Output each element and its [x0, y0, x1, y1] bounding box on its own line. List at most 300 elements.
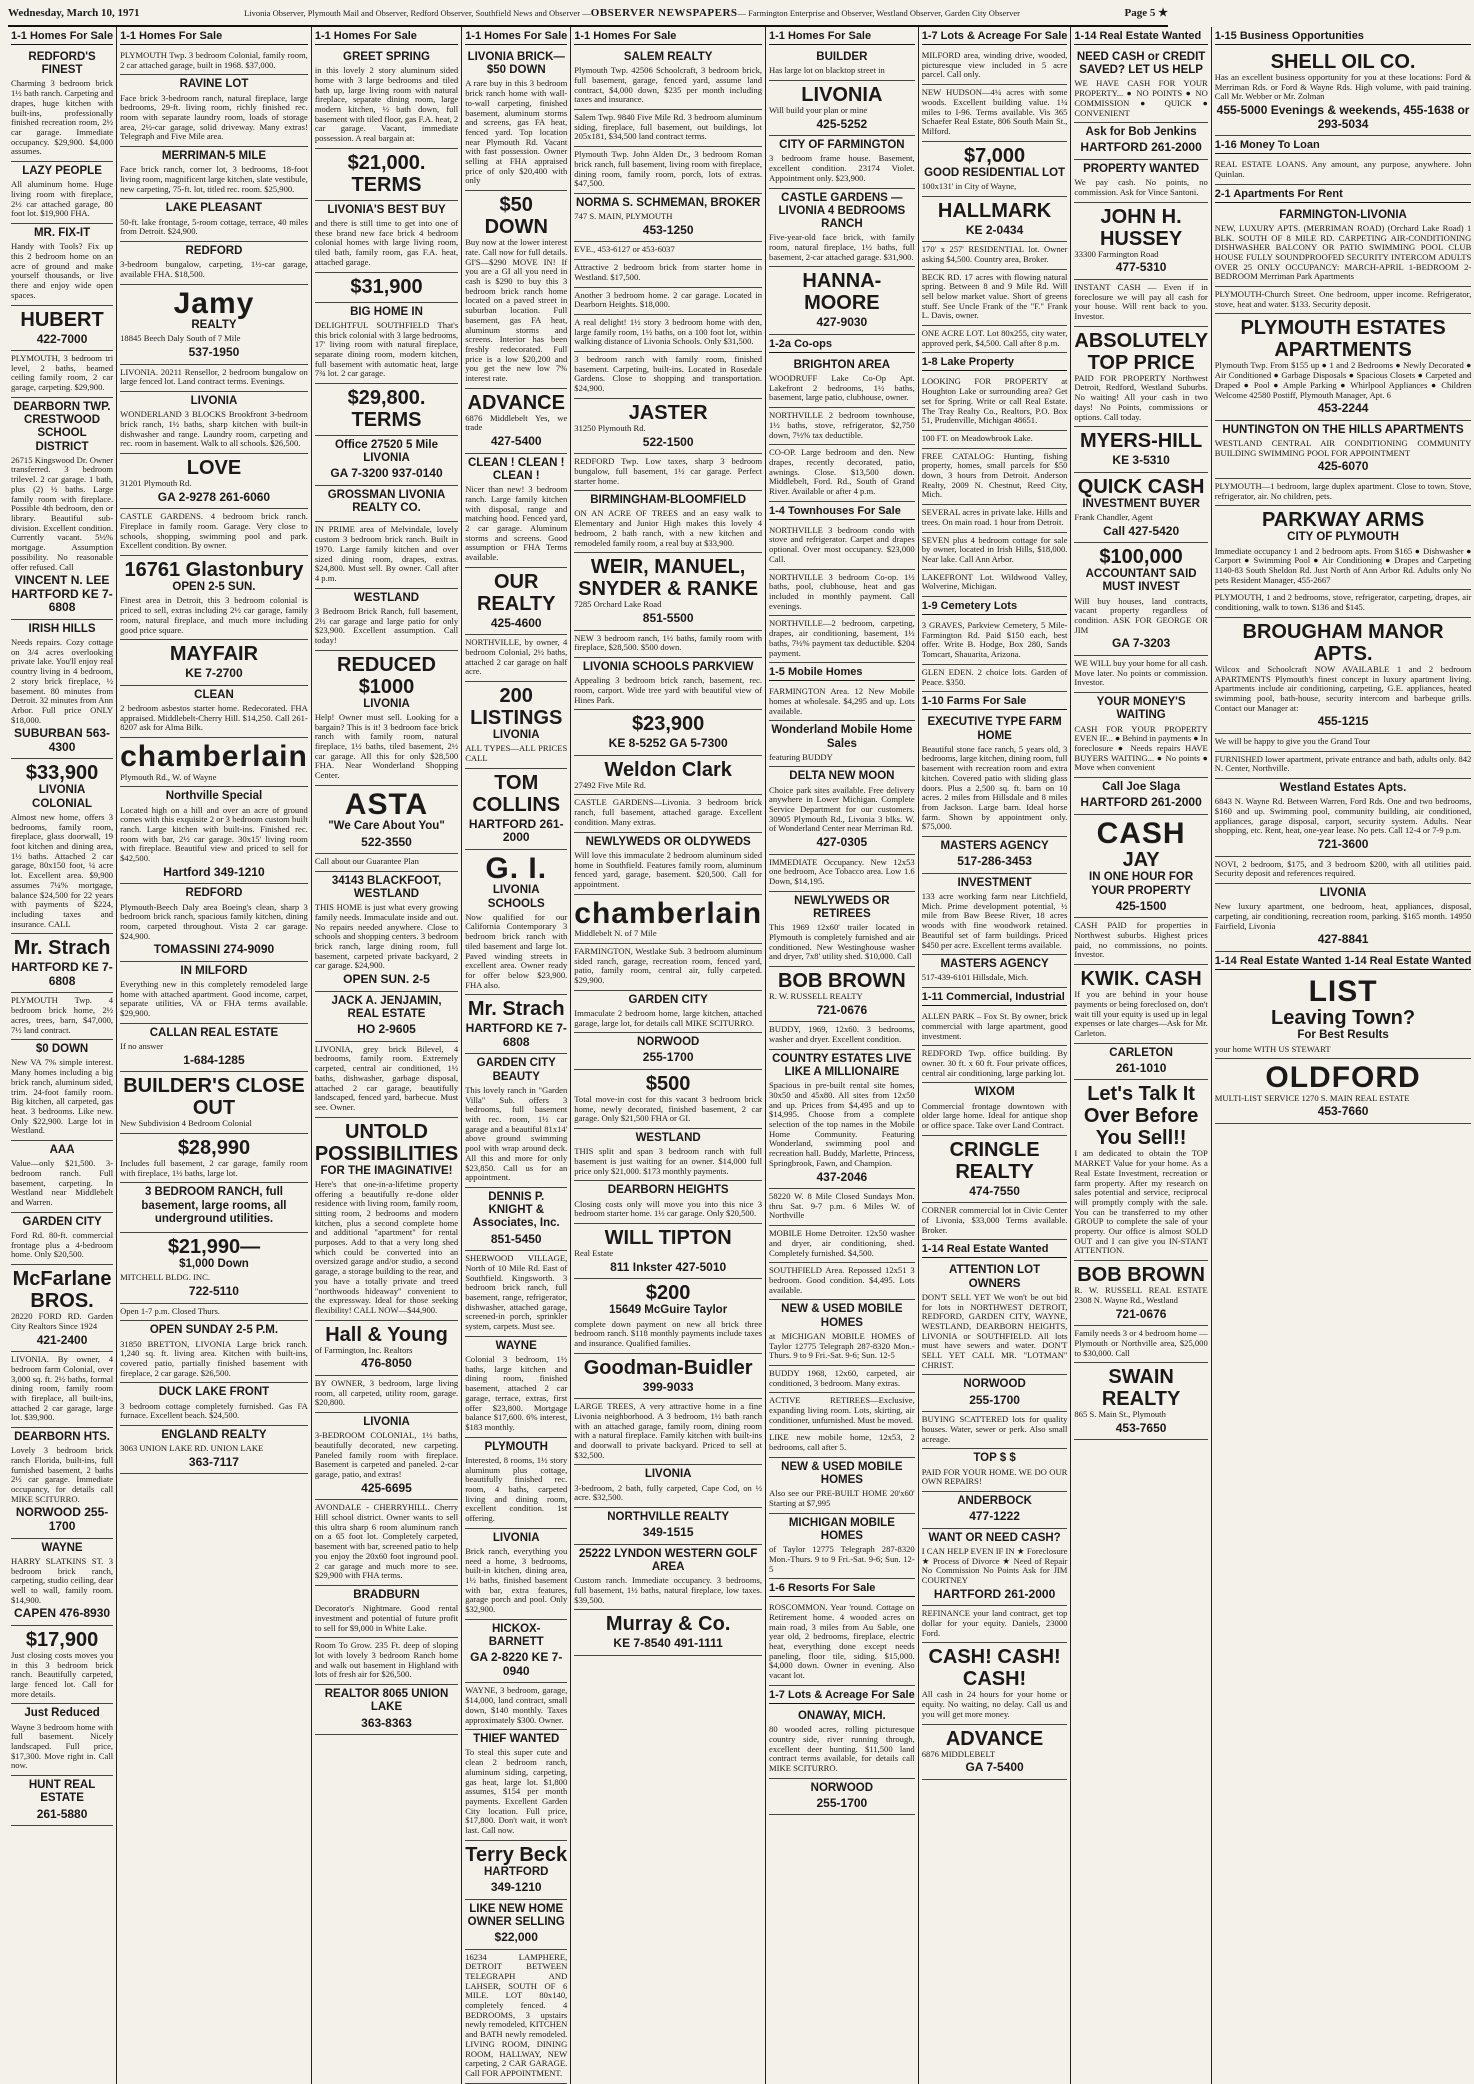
ad-big: MAYFAIR	[169, 643, 259, 666]
column-8	[1071, 27, 1211, 2084]
ad-body: 31201 Plymouth Rd.	[120, 478, 192, 489]
classified-ad	[922, 142, 1068, 197]
ad-body: FARMINGTON Area. 12 New Mobile homes at wholesale. $4,295 and up. Lots available.	[769, 686, 915, 716]
classified-ad	[315, 1586, 458, 1638]
ad-body: Value—only $21,500. 3-bedroom ranch. Full basement, carpeting. In Westland near Middlebelt and Warren.	[11, 1158, 114, 1208]
ad-head: DELTA NEW MOON	[789, 770, 895, 783]
classified-ad	[1215, 48, 1472, 136]
classified-ad	[120, 454, 308, 509]
classified-ad	[465, 769, 567, 850]
ad-body: Also see our PRE-BUILT HOME 20'x60' Starting at $7,995	[769, 1488, 915, 1508]
classified-ad	[11, 1213, 113, 1265]
ad-head: FARMINGTON-LIVONIA	[1279, 208, 1407, 221]
classified-ad	[315, 201, 458, 273]
category-heading: 1-7 Lots & Acreage For Sale	[769, 1686, 915, 1704]
ad-body: CASTLE GARDENS. 4 bedroom brick ranch. Fireplace in family room. Garage. Very close to schools, shopping, swimming pool and park. Excellent condition. By owner.	[120, 511, 308, 551]
ad-head: CITY OF FARMINGTON	[779, 139, 905, 152]
ad-body: A rare buy in this 3 bedroom brick ranch home with wall-to-wall carpeting, finished basement, aluminum storms and screens, gas FA heat, fenced yard. Top location near Plymouth Rd. Vacant with fast possession. Owner selling at FHA appraised price of only $20,400 with only	[465, 78, 568, 186]
ad-head: EXECUTIVE TYPE FARM HOME	[927, 716, 1062, 742]
ad-head: DUCK LAKE FRONT	[158, 1386, 270, 1399]
classified-ad	[1074, 1261, 1207, 1326]
ad-body: LOOKING FOR PROPERTY at Houghton Lake or surrounding area? Get set for Spring. Write or call Real Estate. The Tray Realty Co., Realtors, P.O. Box 51, Prudenville, Michigan 48651.	[921, 376, 1068, 426]
ad-big: $200	[645, 1282, 691, 1305]
ad-body: New VA 7% simple interest. Many homes including a big brick ranch, aluminum sided, trim. 24-foot family room. Big kitchen, all carpeted, gas heat. 3 bedrooms. Like new. Only $22,900. Large lot in Westland.	[11, 1057, 114, 1136]
ad-body: LIVONIA. 20211 Rensellor, 2 bedroom bungalow on large fenced lot. Land contract terms. Evenings.	[120, 366, 308, 387]
classified-ad	[120, 738, 308, 787]
classified-ad	[574, 1279, 762, 1353]
classified-ad	[1074, 48, 1207, 123]
ad-body: Everything new in this completely remodeled large home with attached apartment. Good income, carpet, separate utilities, VA or FHA terms available. $29,900.	[120, 979, 308, 1019]
ad-body: All cash in 24 hours for your home or equity. No waiting, no delay. Call us and you will get more money.	[921, 1689, 1068, 1719]
classified-ad	[315, 384, 458, 436]
ad-body: WE WILL buy your home for all cash. Move later. No points or commission. Investor.	[1074, 658, 1208, 688]
ad-body: New Subdivision 4 Bedroom Colonial	[120, 1118, 252, 1129]
classified-ad	[769, 356, 915, 408]
ad-big: JOHN H. HUSSEY	[1099, 205, 1183, 250]
ad-body: Has large lot on blacktop street in	[769, 65, 885, 76]
classified-ad	[120, 1426, 308, 1474]
ad-phone: TOMASSINI 274-9090	[153, 942, 275, 957]
ad-phone: GA 2-8220 KE 7-0940	[470, 1650, 563, 1678]
classified-ad	[922, 1083, 1068, 1135]
ad-head: REDFORD	[185, 887, 243, 900]
ad-big: HUBERT	[20, 308, 104, 331]
classified-ad	[120, 556, 308, 640]
classified-ad	[11, 1141, 113, 1213]
ad-body: Face brick 3-bedroom ranch, natural fireplace, large bedrooms, 29-ft. living room, richly finished rec. room with separate laundry room, loads of storage area, 2½-car garage, solid driveway. Many extras! Telegraph and Five Mile area.	[120, 92, 308, 142]
classified-ad	[769, 1263, 915, 1300]
classified-ad	[465, 1188, 567, 1251]
ad-big: Leaving Town?	[1271, 1007, 1416, 1030]
ad-body: PLYMOUTH Twp. 3 bedroom Colonial, family room, 2 car attached garage, built in 1968. $37,000.	[120, 50, 308, 70]
ad-head: WANT OR NEED CASH?	[928, 1531, 1061, 1544]
ad-head: LIVONIA BRICK— $50 DOWN	[467, 51, 565, 77]
category-heading: 1-8 Lake Property	[922, 353, 1068, 371]
ad-body: Custom ranch. Immediate occupancy. 3 bedrooms, full basement, 1½ baths, natural fireplace, low taxes. $39,500.	[574, 1575, 763, 1605]
ad-head: REDFORD'S FINEST	[28, 51, 96, 77]
ad-body: Buy now at the lower interest rate. Call now for full details. GI'S—$290 MOVE IN! If you are a GI all you need in cash is $290 to buy this 3 bedroom brick ranch home located on a paved street in suburban location. Full basement, gas FA heat, aluminum storms and screens. Interior has been freshly redecorated. Full price is a low $20,200 and you get the new low 7% interest rate.	[465, 237, 568, 384]
ad-body: Just closing costs moves you in this 3 bedroom brick ranch. Beautifully carpeted, large fenced lot. Call for more details.	[11, 1649, 114, 1699]
ad-head: WAYNE	[41, 1541, 83, 1554]
classified-ad	[315, 1685, 458, 1735]
classified-ad	[315, 48, 458, 149]
ad-head: NEW & USED MOBILE HOMES	[781, 1460, 903, 1487]
ad-body: 31250 Plymouth Rd.	[574, 422, 646, 433]
ad-body: ACTIVE RETIREES—Exclusive, expanding living room. Lots, skirting, air conditioner, unfurnished. Must be moved.	[769, 1395, 915, 1425]
ad-big: PLYMOUTH ESTATES APARTMENTS	[1240, 317, 1446, 362]
ad-body: HARRY SLATKINS ST. 3 bedroom brick ranch, carpeting, studio ceiling, dear well to wall, family room. $14,900.	[11, 1555, 114, 1605]
ad-body: PLYMOUTH—1 bedroom, large duplex apartment. Close to town. Stove, refrigerator, air. No children, pets.	[1214, 480, 1472, 501]
classified-ad	[922, 505, 1068, 532]
ad-body: FREE CATALOG: Hunting, fishing property, homes, small parcels for $50 down, 3 hours from Detroit. Anderson Realty, 2009 N. Chestnut, Reed City, Mich.	[921, 450, 1068, 500]
ad-big: CASH! CASH! CASH!	[928, 1646, 1061, 1691]
ad-head: GARDEN CITY BEAUTY	[476, 1057, 556, 1083]
ad-big: QUICK CASH	[1077, 475, 1205, 498]
ad-body: NEW 3 bedroom ranch, 1½ baths, family room with fireplace, $28,500. $500 down.	[574, 632, 763, 653]
classified-ad	[769, 1226, 915, 1263]
ad-head: FOR THE IMAGINATIVE!	[320, 1164, 453, 1177]
ad-phone: HARTFORD KE 7-6808	[11, 960, 113, 988]
ad-head: NORWOOD	[636, 1036, 700, 1049]
classified-ad	[769, 1366, 915, 1393]
ad-body: Closing costs only will move you into this nice 3 bedroom starter home. 1½ car garage. Only $20,500.	[574, 1198, 763, 1219]
classified-ad	[769, 616, 915, 663]
classified-ad	[465, 1251, 567, 1337]
classified-ad	[574, 1399, 762, 1465]
classified-ad	[769, 48, 915, 81]
ad-body: NEW HUDSON—4¼ acres with some woods. Excellent building value. 1¼ miles to I-96. Terms available. Vis 365 Schaefer Real Estate, 806 South Main St., Milford.	[921, 87, 1068, 136]
classified-ad	[120, 1183, 308, 1233]
ad-head: 3 BEDROOM RANCH, full basement, large rooms, all underground utilities.	[141, 1186, 287, 1225]
classified-ad	[120, 242, 308, 285]
classified-ad	[315, 1042, 458, 1118]
classified-ad	[120, 392, 308, 454]
classified-ad	[769, 1458, 915, 1514]
ad-head: GARDEN CITY	[628, 993, 708, 1006]
classified-ad	[1074, 427, 1207, 473]
ad-phone: 255-1700	[642, 1050, 694, 1065]
ad-body: 3-bedroom bungalow, carpeting, 1½-car garage, available FHA. $18,500.	[120, 259, 308, 280]
ad-head: THIEF WANTED	[473, 1733, 560, 1746]
classified-ad	[315, 522, 458, 588]
ad-phone: HARTFORD 261-2000	[933, 1586, 1056, 1601]
ad-head: ATTENTION LOT OWNERS	[949, 1264, 1041, 1290]
ad-head: LAZY PEOPLE	[22, 165, 102, 178]
classified-ad	[11, 1265, 113, 1352]
classified-ad	[922, 955, 1068, 988]
ad-body: Brick ranch, everything you need a home, 3 bedrooms, built-in kitchen, dining area, 1½ baths, finished basement with bar, extra features, garage porch and pool. Only $32,900.	[465, 1545, 568, 1615]
ad-big: Mr. Strach	[467, 998, 565, 1021]
ad-head: ANDERBOCK	[957, 1494, 1032, 1507]
ad-head: WAYNE	[495, 1339, 537, 1352]
ad-body: We pay cash. No points, no commission. Ask for Vince Santoni.	[1074, 177, 1208, 197]
classified-ad	[574, 658, 762, 710]
ad-big: LOVE	[186, 457, 242, 480]
ad-head: BIG HOME IN	[350, 305, 423, 318]
classified-ad	[11, 759, 113, 934]
ad-phone: 349-1210	[490, 1880, 542, 1894]
classified-ad	[1074, 160, 1207, 203]
classified-ad	[315, 303, 458, 384]
ad-huge: CASH	[1096, 816, 1186, 850]
classified-ad	[769, 267, 915, 335]
ad-body: NORTHVILLE—2 bedroom, carpeting, drapes, air conditioning, basement, 1½ baths, 7½% payment tax deductible. $204 payment.	[769, 618, 915, 658]
ad-big: $28,990	[177, 1137, 251, 1160]
ad-body: 6876 MIDDLEBELT	[921, 1748, 996, 1759]
classified-ad	[1215, 590, 1472, 617]
ad-phone: Call 427-5420	[1103, 523, 1180, 538]
classified-ad	[315, 1413, 458, 1500]
classified-ad	[120, 285, 308, 365]
ad-phone: 425-5252	[816, 116, 868, 131]
classified-ad	[315, 436, 458, 486]
ad-body: Commercial frontage downtown with older large home. Ideal for antique shop or office space. Take over Land Contract.	[921, 1100, 1068, 1131]
ad-body: ON AN ACRE OF TREES and an easy walk to Elementary and Junior High makes this lovely 4 bedroom, 2 bath ranch, with a new kitchen and remodeled family room, a real buy at $33,900.	[574, 508, 763, 548]
ad-body: All aluminum home. Huge living room with fireplace, 2½ car attached garage, 80 foot lot. $19,900 FHA.	[11, 179, 114, 219]
ad-big: SHELL OIL CO.	[1270, 51, 1416, 73]
ad-big: $50 DOWN	[484, 194, 548, 239]
ad-big: WEIR, MANUEL, SNYDER & RANKE	[578, 556, 759, 601]
ad-body: FARMINGTON, Westlake Sub. 3 bedroom aluminum sided ranch, garage, recreation room, fenced yard, patio, family room, central air, fully carpeted. $29,900.	[574, 945, 763, 985]
ad-body: We will be happy to give you the Grand Tour	[1214, 735, 1371, 746]
classified-ad	[1074, 918, 1207, 965]
ad-big: WILL TIPTON	[604, 1227, 732, 1250]
classified-ad	[120, 1304, 308, 1322]
ad-phone: GA 7-3200 937-0140	[330, 466, 443, 481]
classified-ad	[922, 533, 1068, 570]
ad-phone: 721-3600	[1317, 837, 1369, 852]
classified-ad	[120, 1321, 308, 1383]
classified-ad	[1215, 734, 1472, 752]
category-heading: 1-1 Homes For Sale	[574, 27, 762, 45]
classified-ad	[922, 665, 1068, 692]
ad-phone: 421-2400	[36, 1332, 88, 1347]
ad-body: Wayne 3 bedroom home with full basement. Nicely landscaped. Full price, $17,300. Move right in. Call now.	[11, 1721, 114, 1771]
ad-body: 6843 N. Wayne Rd. Between Warren, Ford Rds. One and two bedrooms, $160 and up. Swimming pool, community building, air conditioned, appliances, garage disposal, carport, security system. Adults. Near shopping, etc. Rent, heat, one-year lease. No pets. Call 12-4 or 7-9 p.m.	[1214, 796, 1472, 836]
classified-ad	[769, 81, 915, 136]
ad-phone: 453-1250	[642, 222, 694, 237]
ad-body: 100x131' in City of Wayne,	[921, 180, 1017, 191]
ad-phone: 453-7660	[1317, 1104, 1369, 1119]
classified-ad	[922, 374, 1068, 431]
ad-body: R. W. RUSSELL REALTY	[769, 991, 863, 1002]
ad-phone: 722-5110	[188, 1284, 239, 1299]
ad-head: ACCOUNTANT SAID MUST INVEST	[1085, 568, 1197, 594]
ad-head: CARLETON	[1109, 1046, 1173, 1059]
ad-body: Salem Twp. 9840 Five Mile Rd. 3 bedroom aluminum siding, fireplace, full basement, out buildings, lot 205x181, $34,500 land contract terms.	[574, 112, 763, 142]
classified-ad	[465, 1683, 567, 1730]
classified-ad	[465, 389, 567, 454]
ad-head: INVESTMENT	[957, 876, 1032, 889]
classified-ad	[769, 189, 915, 268]
classified-ad	[120, 199, 308, 242]
ad-phone: 425-6070	[1317, 459, 1369, 474]
ad-head: CITY OF PLYMOUTH	[1287, 531, 1399, 544]
ad-body: Family needs 3 or 4 bedroom home — Plymouth or Northville area, $25,000 to $30,000. Call	[1074, 1328, 1208, 1358]
ad-body: Help! Owner must sell. Looking for a bargain? This is it! 3 bedroom face brick ranch with family room, natural fireplace, 1½ baths, tiled basement, 2½ car garage. All this for only $28,500 FHA. Near Wonderland Shopping Center.	[314, 711, 459, 781]
ad-body: THIS split and span 3 bedroom ranch with full basement is just waiting for an owner. $14,000 full price only $21,000. $173 monthly payments.	[574, 1146, 763, 1176]
ad-phone: 721-0676	[816, 1002, 868, 1017]
classified-ad	[922, 874, 1068, 955]
ad-body: 7285 Orchard Lake Road	[574, 599, 662, 610]
ad-phone: 453-2244	[1317, 401, 1369, 416]
ad-phone: 425-1500	[1115, 898, 1167, 913]
ad-body: Total move-in cost for this vacant 3 bedroom brick home, newly decorated, finished basement, 2 car garage. Only $21,500 FHA or GI.	[574, 1094, 763, 1124]
classified-ad	[465, 1054, 567, 1187]
ad-head: "We Care About You"	[328, 820, 445, 833]
classified-ad	[1074, 1326, 1207, 1363]
ad-body: LARGE TREES, A very attractive home in a fine Livonia neighborhood. A 3 bedroom, 1½ bath ranch with an attached garage, family room, dining room with a natural fireplace. Family kitchen with built-ins and doorwall to private backyard. Priced to sell at $32,500.	[574, 1401, 763, 1460]
ad-body: 28220 FORD RD. Garden City Realtors Since 1924	[11, 1311, 114, 1331]
ad-body: IMMEDIATE Occupancy. New 12x53 one bedroom, Ace Tobacco area. Low 1.6 Down, $14,195.	[769, 856, 915, 887]
classified-ad	[769, 967, 915, 1022]
classified-ad	[11, 48, 113, 162]
classified-ad	[120, 1233, 308, 1303]
classified-ad	[574, 352, 762, 399]
classified-ad	[769, 136, 915, 188]
classified-ad	[922, 85, 1068, 142]
classified-ad	[574, 553, 762, 630]
classified-ad	[315, 486, 458, 522]
ad-body: REDFORD Twp. office building. By owner. 30 ft. x 60 ft. Four private offices, central air conditioning, large parking lot.	[921, 1048, 1068, 1078]
ad-head: HUNT REAL ESTATE	[28, 1779, 96, 1805]
ad-phone: OPEN SUN. 2-5	[343, 972, 430, 987]
ad-head: MICHIGAN MOBILE HOMES	[788, 1516, 895, 1542]
ad-huge: chamberlain	[120, 740, 308, 774]
ad-body: Almost new home, offers 3 bedrooms, family room, fireplace, glass doorwall, 19 foot kitchen and dining area, 1½ baths. Attached 2 car garage, 80x150 foot, ¼ acre lot. Excellent area. $9,900 assumes 7¼% mortgage, balance $24,500 for 22 years with payments of $224, including taxes and insurance. CALL	[11, 811, 114, 929]
ad-head: 25222 LYNDON WESTERN GOLF AREA	[578, 1547, 758, 1574]
ad-body: featuring BUDDY	[769, 751, 833, 762]
ad-body: Plymouth Twp. John Alden Dr., 3 bedroom Roman brick ranch, full basement, living room with fireplace, dining room, family room, porch, lots of extras. $47,500.	[574, 149, 763, 189]
ad-body: 747 S. MAIN, PLYMOUTH	[574, 211, 673, 222]
category-heading: 1-1 Homes For Sale	[769, 27, 915, 45]
classified-ad	[11, 620, 113, 760]
classified-ad	[574, 260, 762, 287]
category-heading: 1-6 Resorts For Sale	[769, 1579, 915, 1597]
ad-body: REDFORD Twp. Low taxes, sharp 3 bedroom bungalow, full basement, 1½ car garage. Perfect starter home.	[574, 456, 763, 486]
ad-body: NOVI, 2 bedroom, $175, and 3 bedroom $200, with all utilities paid. Security deposit and references required.	[1214, 858, 1472, 879]
ad-head: ENGLAND REALTY	[161, 1428, 267, 1441]
classified-ad	[11, 398, 113, 620]
ad-body: DON'T SELL YET We won't be out bid for lots in NORTHWEST DETROIT, REDFORD, GARDEN CITY, WAYNE, WESTLAND, DEARBORN HEIGHTS, LIVONIA or SOUTHFIELD. All lots must have sewers and water. DON'T SELL YET CALL MR. "LOTMAN" CHRIST.	[921, 1291, 1068, 1370]
ad-body: at MICHIGAN MOBILE HOMES of Taylor 12775 Telegraph 287-8320 Mon.-Thurs. 9 to 9 Fri.-Sat. 9-6; Sun. 12-5	[769, 1330, 915, 1361]
ad-body: 3-bedroom, 2 bath, fully carpeted, Cape Cod, on ½ acre. $32,500.	[574, 1482, 763, 1503]
ad-head: PLYMOUTH	[484, 1440, 548, 1453]
ad-body: Face brick ranch, corner lot, 3 bedrooms, 18-foot living room, magnificent large kitchen, slate vestibule, new carpeting, 75-ft. lot, titled rec. room. $25,900.	[120, 164, 308, 194]
ad-huge: OLDFORD	[1265, 1061, 1421, 1095]
ad-body: NORTHVILLE, by owner, 4 bedroom Colonial, 2½ baths, attached 2 car garage on half acre.	[465, 637, 568, 677]
ad-phone: KE 2-0434	[965, 222, 1024, 237]
classified-ad	[465, 1438, 567, 1529]
ad-big: $21,990—	[167, 1236, 261, 1259]
classified-ad	[769, 684, 915, 721]
right-publications: Farmington Enterprise and Observer, Westland Observer, Garden City Observer	[748, 8, 1020, 18]
ad-phone: 399-9033	[642, 1379, 694, 1394]
ad-body: Choice park sites available. Free delivery anywhere in Lower Michigan. Complete Service Department for our customers. 30905 Plymouth Rd., Livonia 3 blks. W. of Wonderland Center near Merriman Rd.	[769, 784, 915, 834]
ad-body: 170' x 257' RESIDENTIAL lot. Owner asking $4,500. Country area, Broker.	[921, 244, 1068, 264]
classified-ad	[11, 934, 113, 993]
ad-big: LIVONIA	[801, 83, 883, 106]
ad-phone: KE 7-8540 491-1111	[613, 1636, 723, 1651]
ad-head: Westland Estates Apts.	[1279, 782, 1407, 794]
ad-huge: LIST	[1308, 974, 1378, 1008]
ad-phone: KE 3-5310	[1112, 453, 1170, 468]
classified-ad	[922, 431, 1068, 449]
ad-head: IN ONE HOUR FOR YOUR PROPERTY	[1089, 871, 1194, 897]
ad-body: NEW, LUXURY APTS. (MERRIMAN ROAD) (Orchard Lake Road) 1 BLK. SOUTH OF 8 MILE RD. CARPETING AIR-CONDITIONING DISHWASHER BALCONY OR PATIO SWIMMING POOL CLUB HOUSE FULLY SOUNDPROOFED SECURITY INTERCOM ADULTS OVER 25 ONLY OCCUPANCY: MARCH-APRIL 1-BEDROOM 2-BEDROOM Merriman Park Apartments	[1214, 222, 1472, 282]
ad-body: MOBILE Home Detroiter. 12x50 washer and dryer, air conditioning, shed. Completely furnished. $4,500.	[769, 1228, 915, 1258]
classified-ad	[574, 1545, 762, 1611]
classified-ad	[574, 491, 762, 553]
ad-phone: 522-3550	[361, 834, 412, 849]
ad-head: LIVONIA	[363, 697, 410, 710]
classified-ad	[769, 408, 915, 445]
classified-ad	[922, 618, 1068, 665]
ad-body: Needs repairs. Cozy cottage on 3/4 acres overlooking private lake. You'll enjoy real country living in 4 bedroom, 2 story brick fireplace, ½ basement. 80 minutes from Detroit. 32 minutes from Ann Arbor. Full price ONLY $18,000.	[11, 637, 114, 725]
classified-ad	[120, 1024, 308, 1072]
classified-ad	[1074, 473, 1207, 543]
ad-body: REFINANCE your land contract, get top dollar for your equity. Daniels, 23000 Ford.	[921, 1608, 1068, 1638]
ad-phone: HARTFORD 261-2000	[1080, 140, 1202, 155]
ad-body: MILFORD area, winding drive, wooded, picturesque view included in 5 acre parcel. Call only.	[921, 50, 1068, 80]
classified-ad	[769, 1300, 915, 1366]
ad-body: I CAN HELP EVEN IF IN ★ Foreclosure ★ Process of Divorce ★ Need of Repair No Commission No Points Ask for JIM COURTNEY	[921, 1545, 1068, 1586]
classified-ad	[11, 993, 113, 1040]
classified-ad	[1215, 973, 1472, 1059]
classified-ad	[465, 1900, 567, 1950]
classified-ad	[1074, 327, 1207, 428]
ad-head: BRIGHTON AREA	[793, 358, 891, 371]
classified-ad	[574, 1129, 762, 1181]
ad-big: JASTER	[628, 401, 708, 424]
ad-body: complete down payment on new all brick three bedroom ranch. $118 monthly payments include taxes and insurance. Qualified families.	[574, 1318, 763, 1348]
ad-phone: 261-5880	[36, 1806, 88, 1821]
ad-head: REALTOR 8065 UNION LAKE	[324, 1688, 449, 1714]
ad-body: PLYMOUTH, 1 and 2 bedrooms, stove, refrigerator, carpeting, drapes, air conditioning, walk to town. $136 and $145.	[1214, 592, 1472, 613]
classified-ad	[574, 944, 762, 991]
newspaper-page	[8, 4, 1472, 2078]
ad-head: 15649 McGuire Taylor	[609, 1304, 728, 1317]
ad-body: LIKE new mobile home, 12x53, 2 bedrooms, call after 5.	[769, 1432, 915, 1453]
ad-body: 3063 UNION LAKE RD. UNION LAKE	[120, 1443, 264, 1454]
ad-phone: 474-7550	[969, 1183, 1020, 1198]
classified-ad	[769, 1022, 915, 1049]
ad-head: BIRMINGHAM-BLOOMFIELD	[590, 494, 747, 507]
ad-body: WE HAVE CASH FOR YOUR PROPERTY... ● NO POINTS ● NO COMMISSION ● QUICK ● CONVENIENT	[1074, 78, 1208, 118]
classified-ad	[922, 326, 1068, 353]
ad-head: NEWLYWEDS OR RETIREES	[794, 894, 890, 921]
category-heading: 1-1 Homes For Sale	[465, 27, 567, 45]
ad-head: Wonderland Mobile Home Sales	[771, 724, 913, 750]
category-heading: 1-16 Money To Loan	[1215, 136, 1472, 154]
ad-body: SOUTHFIELD Area. Repossed 12x51 3 bedroom. Good condition. $4,495. Lots available.	[769, 1265, 915, 1295]
ad-head: LIVONIA SCHOOLS PARKVIEW	[582, 660, 754, 673]
ad-body: Call about our Guarantee Plan	[314, 856, 419, 867]
ad-body: WONDERLAND 3 BLOCKS Brookfront 3-bedroom brick ranch, 1½ baths, sharp kitchen with built-in dishwasher and range. Laundry room, carpeting and rec. room in basement. Walk to all schools. $26,500.	[120, 409, 308, 449]
classified-ad	[11, 351, 113, 398]
column-4	[462, 27, 571, 2084]
classified-ad	[1215, 857, 1472, 884]
ad-body: FURNISHED lower apartment, private entrance and bath, adults only. 842 N. Center, Northville.	[1214, 753, 1472, 774]
ad-big: MYERS-HILL	[1079, 430, 1203, 453]
ad-body: BUDDY 1968, 12x60, carpeted, air conditioned, 3 bedroom. Many extras.	[769, 1367, 915, 1388]
classified-ad	[120, 640, 308, 686]
ad-phone: 437-2046	[816, 1169, 868, 1184]
classified-ad	[1074, 543, 1207, 656]
category-heading: 1-1 Homes For Sale	[315, 27, 458, 45]
ad-phone: 349-1515	[642, 1525, 694, 1540]
ad-head: IRISH HILLS	[28, 622, 96, 635]
ad-body: 133 acre working farm near Litchfield, Mich. Prime development potential, ½ mile from Baw Beese River, 18 acres woods with fine woodwork retained. Beautiful set of farm buildings. Priced $450 per acre. Excellent terms available.	[921, 891, 1068, 950]
ad-head: LIVONIA	[644, 1468, 692, 1481]
classified-ad	[922, 1412, 1068, 1449]
ad-head: REALTY	[191, 319, 237, 332]
classified-ad	[922, 48, 1068, 85]
column-1	[8, 27, 117, 2084]
column-3	[312, 27, 462, 2084]
ad-head: MASTERS AGENCY	[940, 958, 1049, 971]
classified-ad	[922, 1136, 1068, 1204]
ad-body: 26715 Kingswood Dr. Owner transferred. 3 bedroom trilevel. 2 car garage. 1 bath, plus (2) ½ baths. Large family room with fireplace. Possible 4th bedroom, den or library. Beautiful sub-division. Excellent condition. Currently vacant. 5½% mortgage. Assumption possibility. No reasonable offer refused. Call	[11, 454, 114, 572]
ad-body: Has an excellent business opportunity for you at these locations: Ford & Merriman Rds. or Ford & Wayne Rds. High volume, with paid training. Call Mr. Webber or Mr. Zolman	[1214, 72, 1472, 102]
classified-ad	[574, 1610, 762, 1656]
ad-big: Goodman-Buidler	[583, 1356, 753, 1379]
ad-body: 50-ft. lake frontage, 5-room cottage, terrace, 40 miles from Detroit. $24,900.	[120, 216, 308, 237]
classified-ad	[574, 288, 762, 315]
classified-ad	[769, 767, 915, 854]
classified-ad	[465, 995, 567, 1054]
classified-ad	[574, 631, 762, 658]
